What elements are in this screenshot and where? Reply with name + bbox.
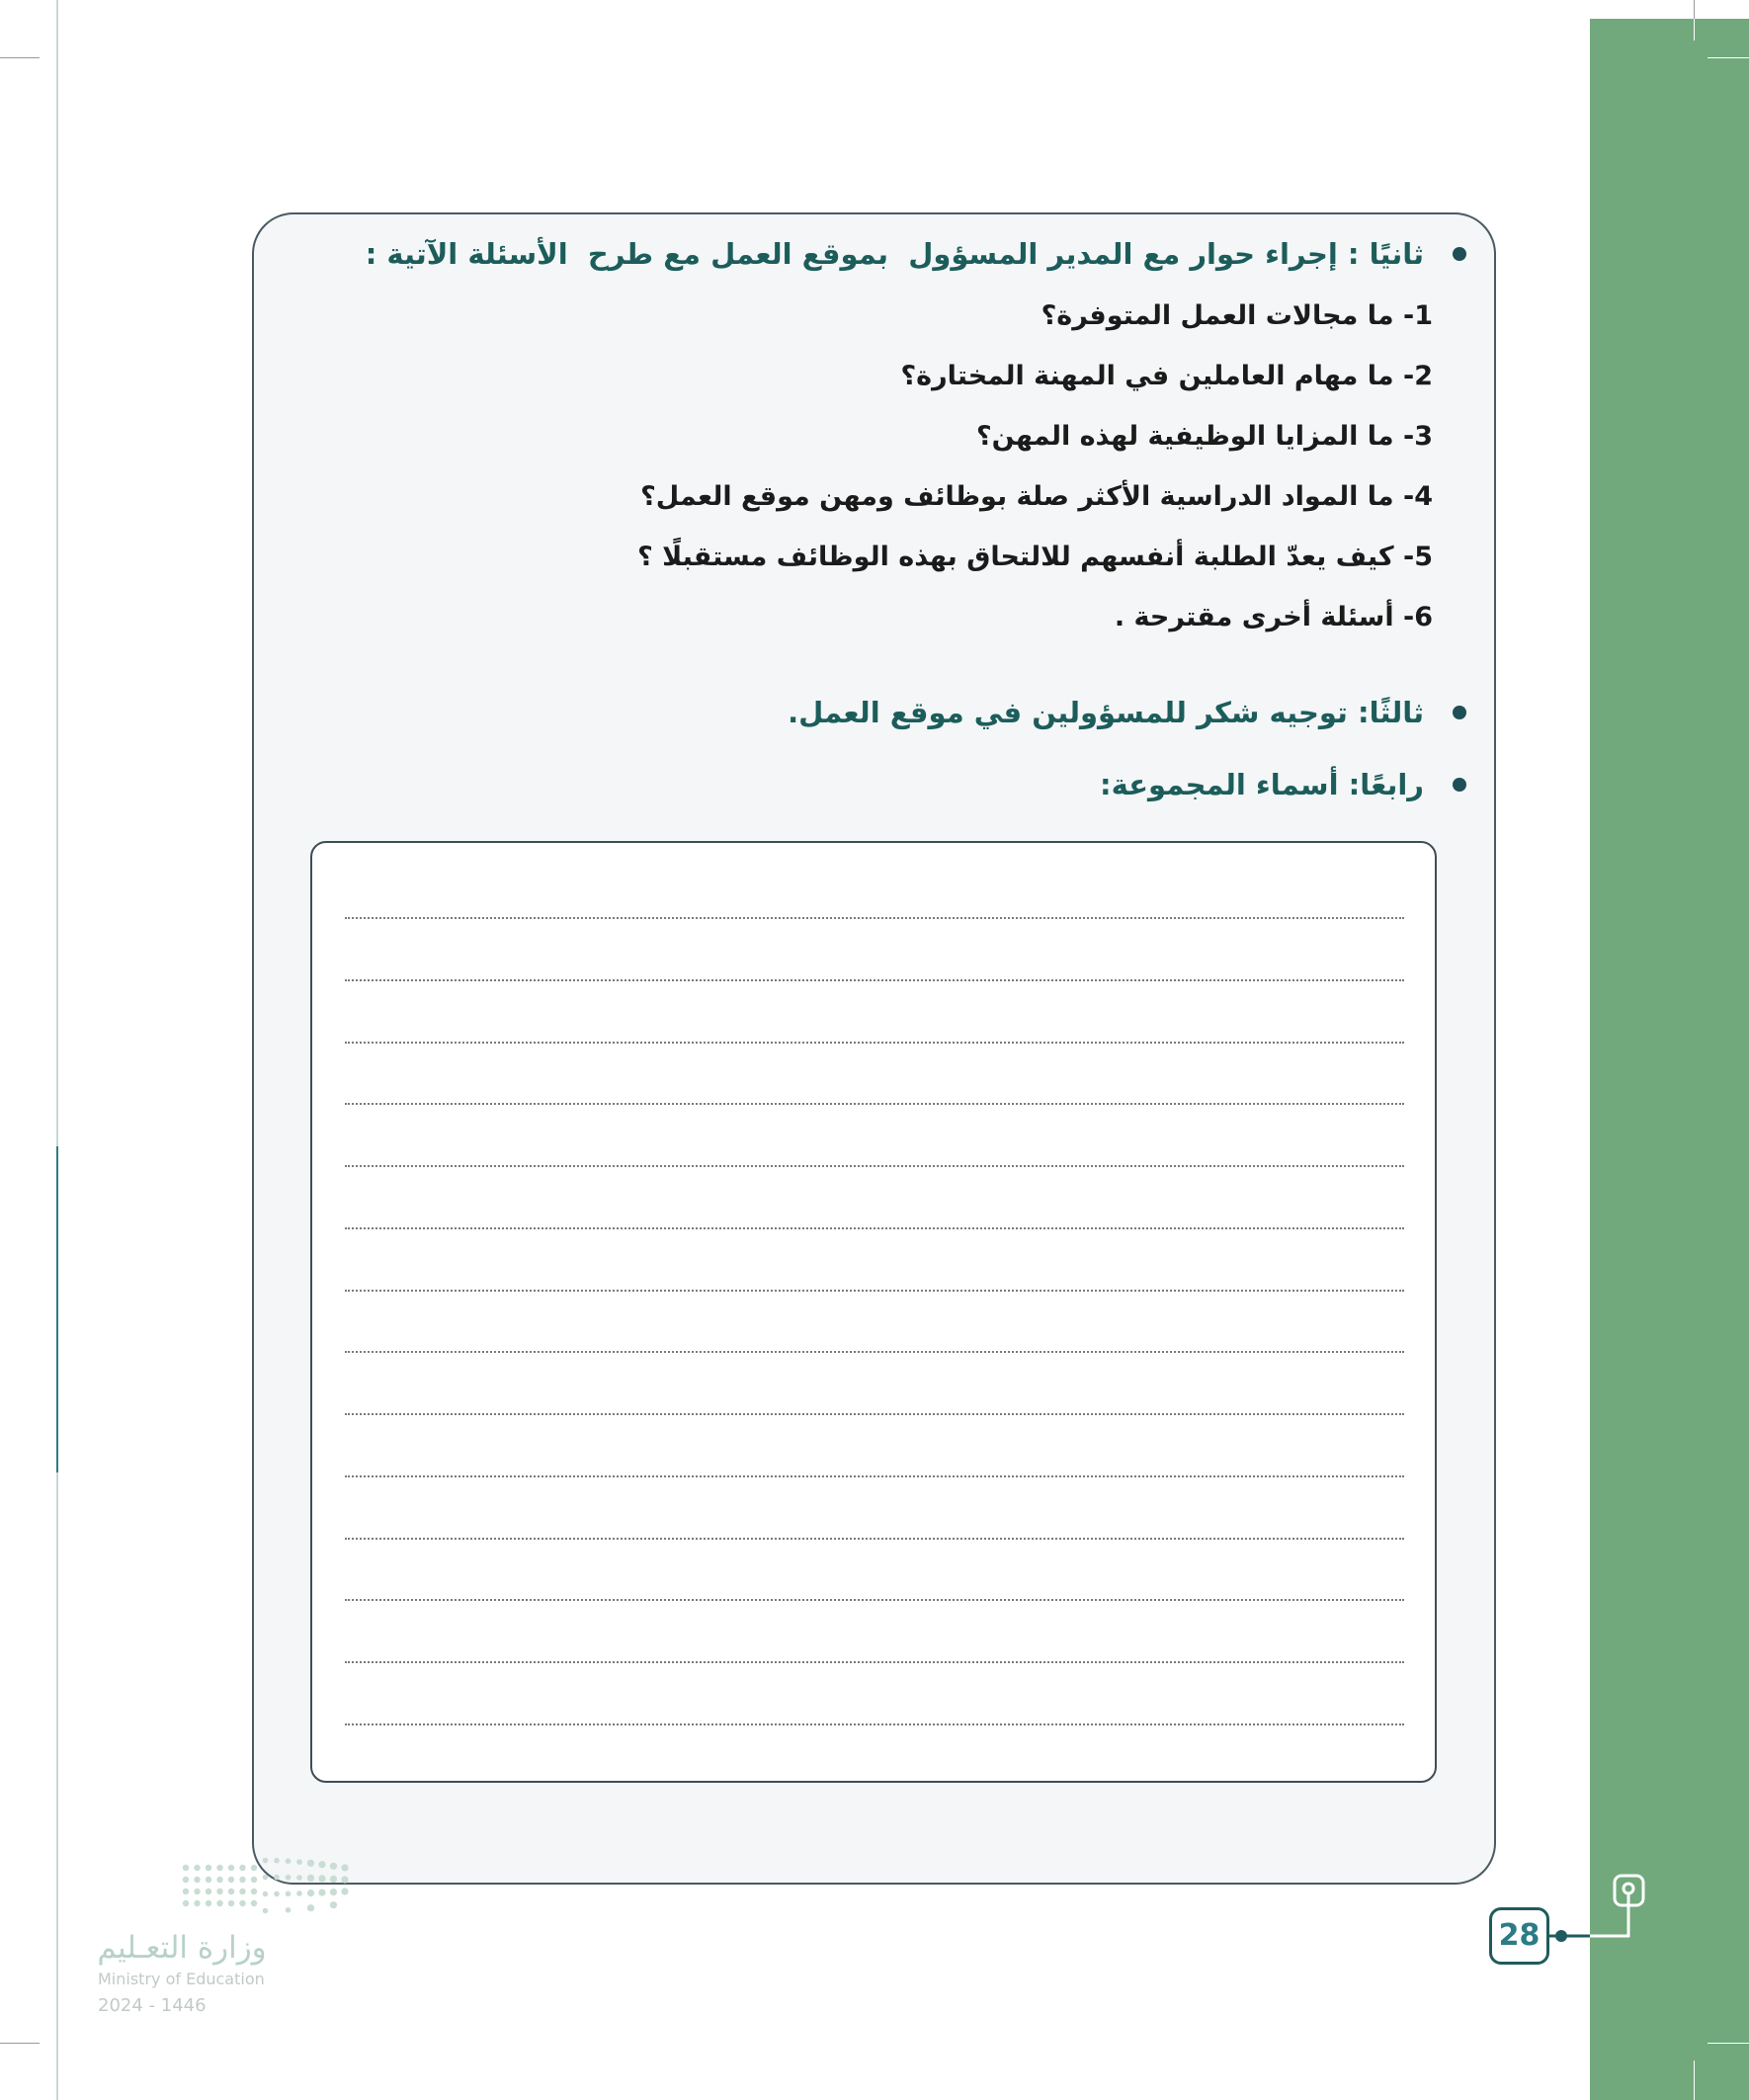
logo-dot bbox=[239, 1900, 245, 1906]
crop-mark-bottom-left-h bbox=[0, 2043, 40, 2044]
logo-dot bbox=[318, 1890, 325, 1896]
logo-dot bbox=[286, 1907, 292, 1913]
question-1: 1- ما مجالات العمل المتوفرة؟ bbox=[1041, 300, 1433, 331]
logo-dot bbox=[216, 1889, 222, 1894]
logo-dot bbox=[183, 1877, 189, 1883]
logo-dot bbox=[216, 1877, 222, 1883]
left-edge-accent bbox=[56, 1146, 58, 1472]
left-edge-line bbox=[56, 0, 58, 2100]
logo-dot bbox=[296, 1875, 302, 1881]
logo-dot bbox=[296, 1890, 302, 1896]
side-color-band bbox=[1590, 19, 1749, 2100]
answer-line bbox=[345, 1290, 1404, 1352]
section-3-heading: ثالثًا: توجيه شكر للمسؤولين في موقع العمل. bbox=[788, 696, 1424, 729]
ministry-name-arabic: وزارة التعـليم bbox=[97, 1930, 267, 1966]
logo-dot bbox=[194, 1889, 200, 1894]
answer-line bbox=[345, 1042, 1404, 1104]
logo-dot bbox=[206, 1889, 211, 1894]
logo-dot bbox=[318, 1861, 325, 1868]
logo-dot bbox=[263, 1891, 269, 1897]
logo-dot bbox=[341, 1864, 348, 1871]
logo-dot bbox=[307, 1890, 314, 1896]
answer-line bbox=[345, 1475, 1404, 1538]
answer-line bbox=[345, 1413, 1404, 1475]
logo-dot bbox=[286, 1875, 292, 1881]
bullet-icon bbox=[1453, 706, 1466, 719]
logo-dot bbox=[183, 1900, 189, 1906]
answer-line bbox=[345, 1103, 1404, 1165]
crop-mark-top-right-v2 bbox=[1694, 19, 1695, 41]
logo-dot bbox=[330, 1889, 337, 1895]
edition-year: 2024 - 1446 bbox=[98, 1995, 207, 2016]
answer-line bbox=[345, 1538, 1404, 1600]
bullet-icon bbox=[1453, 778, 1466, 792]
crop-mark-top-right-h bbox=[1707, 57, 1749, 58]
logo-dot bbox=[239, 1877, 245, 1883]
logo-dot bbox=[341, 1876, 348, 1883]
question-4: 4- ما المواد الدراسية الأكثر صلة بوظائف ومهن موقع العمل؟ bbox=[640, 481, 1433, 512]
logo-dot bbox=[216, 1900, 222, 1906]
logo-dot bbox=[194, 1900, 200, 1906]
answer-line bbox=[345, 1227, 1404, 1290]
logo-dot bbox=[341, 1888, 348, 1894]
answer-line bbox=[345, 917, 1404, 979]
logo-dot bbox=[228, 1889, 234, 1894]
logo-dot bbox=[307, 1860, 314, 1867]
bullet-icon bbox=[1453, 247, 1466, 261]
logo-dot bbox=[251, 1900, 257, 1906]
logo-dot bbox=[251, 1889, 257, 1894]
answer-line bbox=[345, 1723, 1404, 1783]
logo-dot bbox=[330, 1901, 337, 1908]
answer-line bbox=[345, 1599, 1404, 1661]
logo-dot bbox=[296, 1859, 302, 1865]
page-number: 28 bbox=[1489, 1907, 1549, 1965]
logo-dot bbox=[183, 1865, 189, 1871]
crop-mark-top-right-v bbox=[1694, 0, 1695, 19]
question-2: 2- ما مهام العاملين في المهنة المختارة؟ bbox=[900, 361, 1433, 391]
section-4-heading: رابعًا: أسماء المجموعة: bbox=[1100, 768, 1424, 801]
group-names-box bbox=[310, 841, 1437, 1783]
logo-dot bbox=[286, 1858, 292, 1864]
logo-dot bbox=[239, 1865, 245, 1871]
section-2-heading: ثانيًا : إجراء حوار مع المدير المسؤول بموقع العمل مع طرح الأسئلة الآتية : bbox=[365, 237, 1424, 271]
logo-dot bbox=[206, 1877, 211, 1883]
logo-dot bbox=[206, 1900, 211, 1906]
logo-dot bbox=[228, 1877, 234, 1883]
logo-dot bbox=[263, 1875, 269, 1881]
logo-dot bbox=[194, 1865, 200, 1871]
logo-dot bbox=[228, 1900, 234, 1906]
logo-dot bbox=[251, 1877, 257, 1883]
logo-dot bbox=[194, 1877, 200, 1883]
logo-dot bbox=[307, 1904, 314, 1911]
logo-dot bbox=[263, 1908, 269, 1914]
logo-dot bbox=[239, 1889, 245, 1894]
logo-dot bbox=[274, 1858, 280, 1864]
answer-lines bbox=[345, 917, 1404, 1783]
logo-dot bbox=[206, 1865, 211, 1871]
question-6: 6- أسئلة أخرى مقترحة . bbox=[1114, 602, 1433, 632]
question-5: 5- كيف يعدّ الطلبة أنفسهم للالتحاق بهذه الوظائف مستقبلًا ؟ bbox=[637, 542, 1433, 572]
logo-dot bbox=[274, 1891, 280, 1897]
logo-dot bbox=[263, 1858, 269, 1863]
logo-dot bbox=[251, 1865, 257, 1871]
logo-dot bbox=[216, 1865, 222, 1871]
logo-dot bbox=[330, 1863, 337, 1870]
ministry-logo-dots bbox=[178, 1858, 356, 1921]
answer-line bbox=[345, 1661, 1404, 1723]
answer-line bbox=[345, 1351, 1404, 1413]
logo-dot bbox=[330, 1876, 337, 1883]
answer-line bbox=[345, 979, 1404, 1042]
crop-mark-bottom-right-h bbox=[1707, 2043, 1749, 2044]
crop-mark-top-left-h bbox=[0, 57, 40, 58]
logo-dot bbox=[307, 1875, 314, 1882]
logo-dot bbox=[228, 1865, 234, 1871]
crop-mark-bottom-right-v bbox=[1694, 2060, 1695, 2100]
answer-line bbox=[345, 1165, 1404, 1227]
logo-dot bbox=[274, 1875, 280, 1881]
logo-dot bbox=[183, 1889, 189, 1894]
question-3: 3- ما المزايا الوظيفية لهذه المهن؟ bbox=[975, 421, 1433, 452]
logo-dot bbox=[318, 1875, 325, 1882]
page-connector-icon bbox=[1541, 1866, 1660, 1955]
ministry-name-english: Ministry of Education bbox=[98, 1970, 265, 1988]
logo-dot bbox=[286, 1891, 292, 1897]
